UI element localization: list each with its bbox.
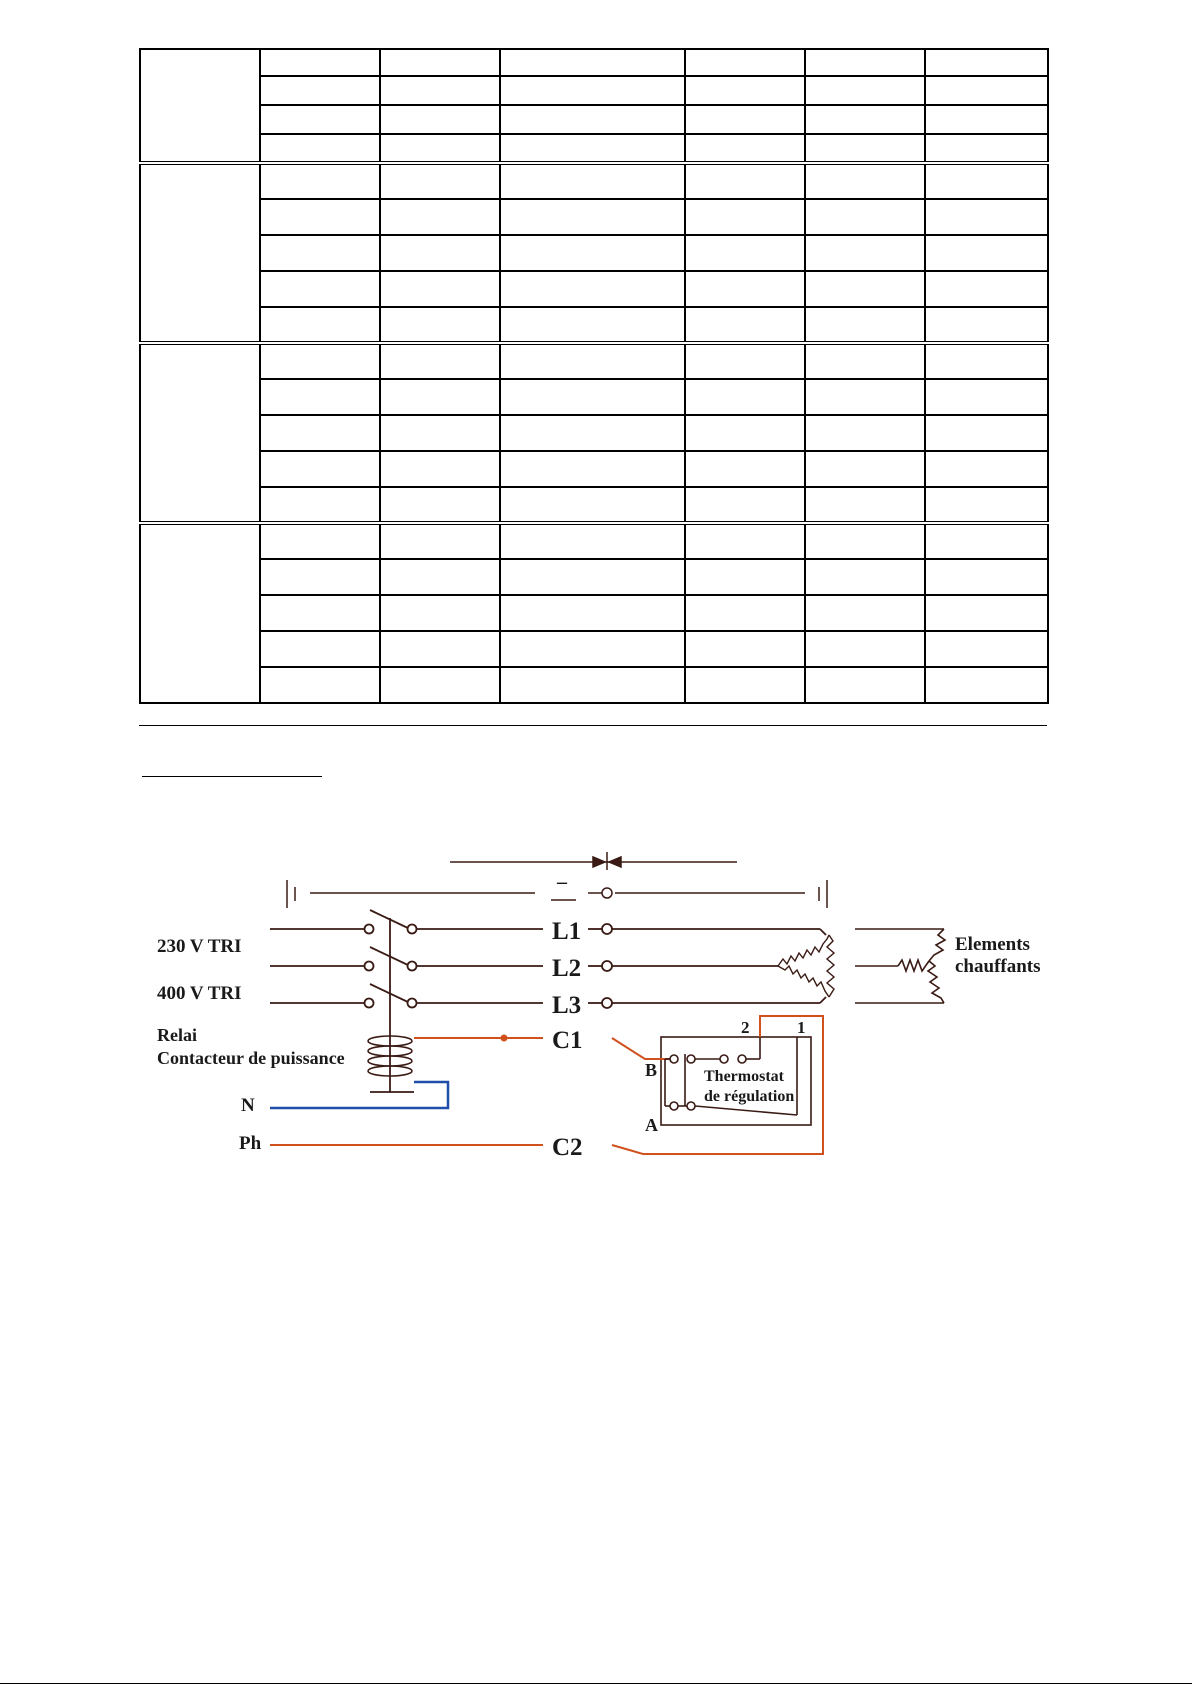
table-bottom-rule [139,725,1047,726]
table-cell [380,307,500,343]
table-cell [260,134,380,163]
table-cell [685,379,805,415]
table-cell [925,235,1048,271]
table-cell [805,105,925,134]
table-row [140,523,1048,559]
group-cell [140,163,260,343]
table-cell [685,199,805,235]
table-row [140,415,1048,451]
table-cell [500,415,685,451]
table-cell [805,631,925,667]
table-cell [260,523,380,559]
table-cell [380,343,500,379]
table-cell [260,487,380,523]
table-row [140,105,1048,134]
terminal-l2: L2 [552,955,582,982]
table-cell [260,105,380,134]
blank-data-table [139,48,1047,724]
table-cell [805,343,925,379]
table-cell [500,379,685,415]
table-cell [925,667,1048,703]
table-row [140,199,1048,235]
table-cell [925,76,1048,105]
table-cell [685,523,805,559]
table-row [140,631,1048,667]
table-cell [925,134,1048,163]
table-cell [685,451,805,487]
section-caption-underline [142,776,322,777]
table-row [140,343,1048,379]
group-cell [140,49,260,163]
table-cell [685,631,805,667]
table-cell [500,307,685,343]
thermostat-point-a: A [645,1115,658,1135]
table-cell [380,415,500,451]
table-row [140,559,1048,595]
thermostat-label-line2: de régulation [704,1088,795,1105]
table-row [140,49,1048,76]
table-cell [805,307,925,343]
table-row [140,667,1048,703]
table-cell [685,415,805,451]
table-cell [685,271,805,307]
table-cell [260,199,380,235]
table-cell [805,199,925,235]
table-row [140,451,1048,487]
table-cell [805,523,925,559]
table-cell [500,199,685,235]
table-cell [500,523,685,559]
table-cell [925,199,1048,235]
thermostat [612,1016,823,1154]
table-cell [260,451,380,487]
table-cell [260,595,380,631]
table-row [140,134,1048,163]
table-row [140,76,1048,105]
heating-delta [778,935,834,997]
terminal-l1: L1 [552,918,582,945]
label-relay: Relai [157,1025,197,1045]
table-cell [925,523,1048,559]
table-cell [380,235,500,271]
table-cell [685,163,805,199]
table-cell [380,487,500,523]
table-cell [925,631,1048,667]
table-cell [805,451,925,487]
table-grid [139,48,1049,704]
heating-elements-star [855,929,945,1003]
table-cell [260,415,380,451]
table-cell [380,379,500,415]
table-cell [925,451,1048,487]
table-cell [500,667,685,703]
heating-label-line2: chauffants [955,956,1041,977]
table-cell [500,163,685,199]
table-cell [500,487,685,523]
table-cell [925,559,1048,595]
table-cell [260,343,380,379]
table-cell [925,487,1048,523]
table-cell [260,379,380,415]
table-cell [685,307,805,343]
top-dimension [450,852,737,870]
table-cell [380,559,500,595]
control-line-c1 [414,1036,543,1041]
table-cell [500,49,685,76]
terminal-outputs [588,924,826,1008]
table-cell [685,559,805,595]
table-cell [805,595,925,631]
table-cell [685,76,805,105]
table-cell [380,163,500,199]
table-cell [925,379,1048,415]
table-cell [685,487,805,523]
table-cell [380,451,500,487]
label-neutral: N [241,1095,255,1116]
table-cell [500,451,685,487]
table-cell [805,134,925,163]
table-cell [925,163,1048,199]
table-cell [685,343,805,379]
heating-label-line1: Elements [955,934,1030,955]
table-cell [805,271,925,307]
table-cell [925,415,1048,451]
thermostat-point-2: 2 [741,1018,750,1037]
terminal-c1: C1 [552,1027,583,1054]
table-cell [260,631,380,667]
table-cell [260,163,380,199]
table-cell [805,667,925,703]
group-cell [140,523,260,703]
table-cell [805,76,925,105]
table-cell [805,163,925,199]
table-cell [380,134,500,163]
table-cell [260,76,380,105]
table-cell [260,559,380,595]
ground-symbol-label: – [557,871,567,893]
table-cell [500,595,685,631]
table-cell [380,631,500,667]
table-cell [380,76,500,105]
table-cell [685,134,805,163]
table-cell [380,595,500,631]
table-cell [685,235,805,271]
table-cell [925,105,1048,134]
table-cell [925,343,1048,379]
table-cell [925,271,1048,307]
table-cell [260,235,380,271]
table-cell [380,667,500,703]
table-cell [500,235,685,271]
thermostat-point-1: 1 [797,1018,806,1037]
wiring-diagram [0,840,1192,1180]
group-cell [140,343,260,523]
table-cell [805,235,925,271]
table-cell [805,487,925,523]
table-cell [685,667,805,703]
table-cell [500,271,685,307]
page-bottom-rule [0,1683,1192,1684]
table-cell [805,415,925,451]
table-cell [500,105,685,134]
table-cell [500,559,685,595]
table-cell [685,49,805,76]
terminal-l3: L3 [552,992,582,1019]
table-cell [260,307,380,343]
table-cell [260,667,380,703]
table-row [140,163,1048,199]
table-row [140,271,1048,307]
table-cell [685,105,805,134]
label-phase: Ph [239,1133,262,1154]
table-cell [380,271,500,307]
table-cell [380,105,500,134]
table-cell [805,559,925,595]
table-cell [260,49,380,76]
table-row [140,379,1048,415]
label-400v: 400 V TRI [157,983,242,1004]
table-cell [805,379,925,415]
table-cell [500,134,685,163]
thermostat-point-b: B [645,1060,658,1080]
table-cell [260,271,380,307]
table-cell [380,523,500,559]
table-cell [380,199,500,235]
terminal-c2: C2 [552,1134,583,1161]
table-cell [925,49,1048,76]
table-row [140,487,1048,523]
table-row [140,307,1048,343]
table-cell [500,343,685,379]
table-row [140,235,1048,271]
table-cell [925,307,1048,343]
table-row [140,595,1048,631]
table-cell [380,49,500,76]
label-contactor: Contacteur de puissance [157,1048,345,1068]
table-cell [805,49,925,76]
thermostat-label-line1: Thermostat [704,1068,784,1085]
table-cell [500,631,685,667]
table-cell [685,595,805,631]
table-cell [925,595,1048,631]
neutral-line [270,1082,448,1108]
label-230v: 230 V TRI [157,936,242,957]
table-cell [500,76,685,105]
